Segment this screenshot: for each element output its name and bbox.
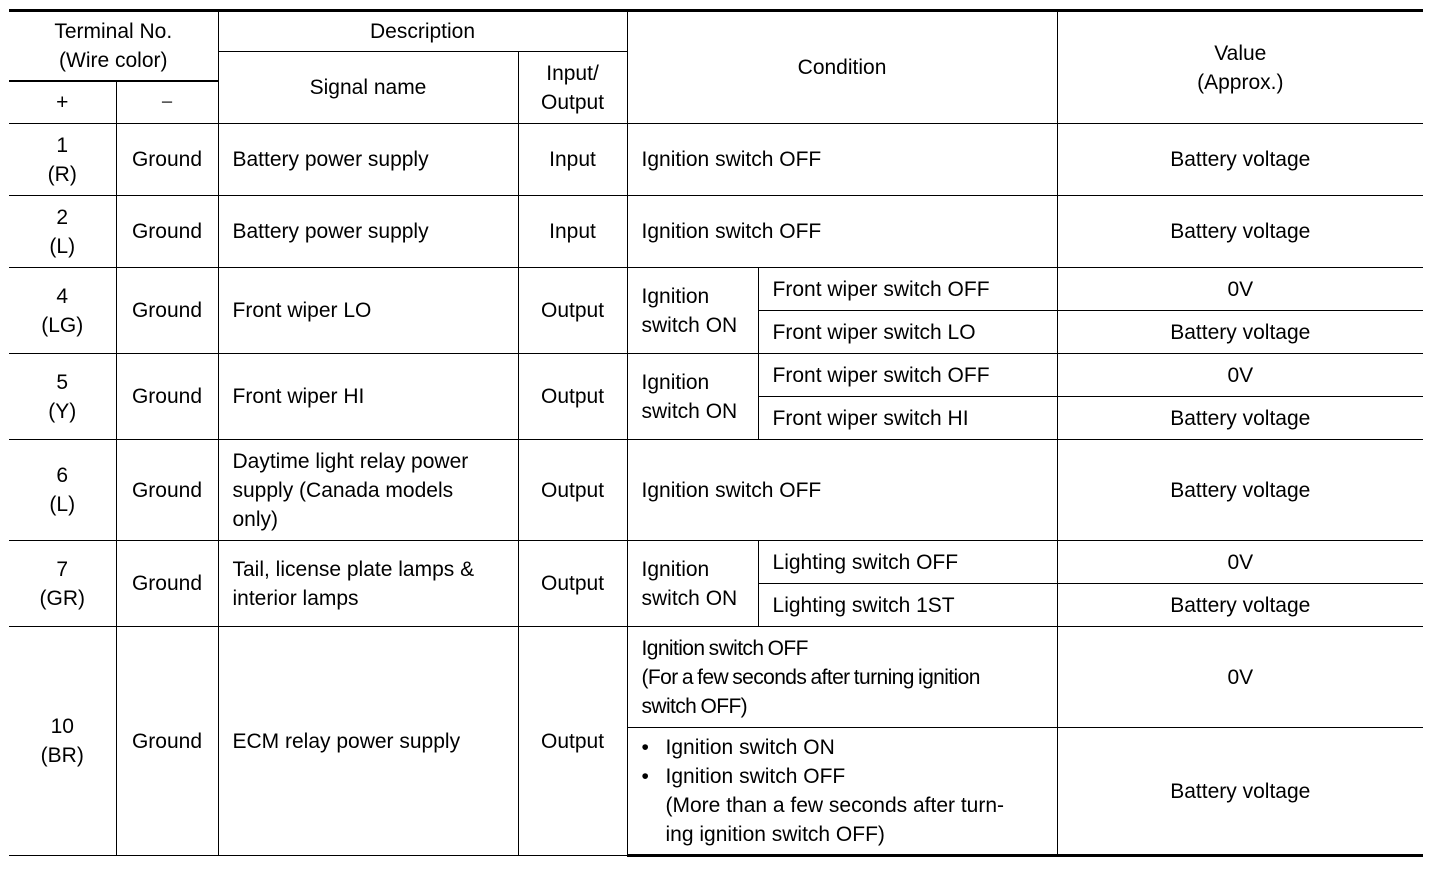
condition-main-line: switch ON	[641, 586, 738, 610]
io-cell: Output	[518, 627, 627, 856]
signal-name-cell: Front wiper HI	[218, 354, 518, 440]
condition-main-cell	[627, 354, 758, 440]
wire-color: (L)	[49, 234, 76, 258]
terminal-number: 6	[56, 464, 69, 487]
table-row	[9, 196, 1423, 268]
io-cell: Output	[518, 354, 627, 440]
wire-color: (BR)	[40, 744, 84, 767]
sub-condition-cell: Front wiper switch OFF	[758, 268, 1057, 311]
condition-cell: Ignition switch OFF	[627, 124, 1057, 196]
condition-line: (For a few seconds after turning ignition	[641, 665, 980, 689]
value-cell: 0V	[1057, 268, 1423, 311]
condition-main-cell	[627, 268, 758, 354]
signal-name-line: only)	[232, 507, 279, 531]
header-signal-name: Signal name	[218, 52, 518, 124]
ground-cell: Ground	[116, 196, 218, 268]
sub-condition-cell: Lighting switch OFF	[758, 541, 1057, 584]
terminal-number: 7	[56, 557, 69, 581]
header-minus	[116, 81, 218, 124]
sub-condition-cell: Front wiper switch HI	[758, 397, 1057, 440]
table-row	[9, 124, 1423, 196]
terminal-cell	[9, 124, 116, 196]
wire-color: (GR)	[39, 586, 85, 610]
header-minus-label: −	[160, 90, 174, 114]
table-row	[9, 541, 1423, 584]
condition-main-cell	[627, 541, 758, 627]
terminal-cell	[9, 268, 116, 354]
condition-bullet: • Ignition switch OFF	[642, 762, 1043, 791]
terminal-number: 4	[56, 284, 69, 308]
io-cell: Output	[518, 440, 627, 541]
condition-bullet: • Ignition switch ON	[642, 733, 1043, 762]
condition-cell: Ignition switch OFF	[627, 196, 1057, 268]
condition-continuation: ing ignition switch OFF)	[665, 823, 885, 846]
ground-cell: Ground	[116, 124, 218, 196]
ground-cell: Ground	[116, 541, 218, 627]
signal-name-cell: Front wiper LO	[218, 268, 518, 354]
signal-name-line: Daytime light relay power	[232, 449, 469, 473]
terminal-cell	[9, 354, 116, 440]
condition-cell	[627, 728, 1057, 856]
value-cell: 0V	[1057, 627, 1423, 728]
sub-condition-cell: Lighting switch 1ST	[758, 584, 1057, 627]
wire-color: (LG)	[41, 313, 84, 337]
ground-cell: Ground	[116, 440, 218, 541]
header-terminal-no-label: Terminal No.	[54, 19, 173, 43]
value-cell: Battery voltage	[1057, 440, 1423, 541]
value-cell: 0V	[1057, 541, 1423, 584]
value-cell: Battery voltage	[1057, 728, 1423, 856]
wire-color: (R)	[47, 162, 77, 186]
terminal-cell	[9, 627, 116, 856]
terminal-cell	[9, 440, 116, 541]
wire-color: (Y)	[48, 399, 77, 423]
ground-cell: Ground	[116, 354, 218, 440]
value-cell: Battery voltage	[1057, 584, 1423, 627]
header-wire-color-label: (Wire color)	[59, 48, 168, 72]
terminal-number: 10	[50, 715, 74, 738]
table-row	[9, 268, 1423, 311]
wire-color: (L)	[49, 493, 76, 516]
signal-name-cell	[218, 541, 518, 627]
condition-main-line: switch ON	[641, 313, 738, 337]
table-row	[9, 627, 1423, 728]
table-row	[9, 440, 1423, 541]
terminal-cell	[9, 541, 116, 627]
io-cell: Input	[518, 196, 627, 268]
io-cell: Output	[518, 541, 627, 627]
header-description: Description	[218, 11, 627, 52]
condition-main-line: switch ON	[641, 399, 738, 423]
header-value	[1057, 11, 1423, 124]
condition-line: switch OFF)	[641, 694, 748, 718]
terminal-number: 5	[56, 370, 69, 394]
value-cell: Battery voltage	[1057, 196, 1423, 268]
terminal-cell	[9, 196, 116, 268]
sub-condition-cell: Front wiper switch LO	[758, 311, 1057, 354]
value-cell: Battery voltage	[1057, 397, 1423, 440]
condition-main-line: Ignition	[641, 370, 710, 394]
ground-cell: Ground	[116, 268, 218, 354]
io-cell: Output	[518, 268, 627, 354]
value-cell: Battery voltage	[1057, 124, 1423, 196]
condition-cell: Ignition switch OFF	[627, 440, 1057, 541]
signal-name-line: Tail, license plate lamps &	[232, 557, 475, 581]
ground-cell: Ground	[116, 627, 218, 856]
header-approx-label: (Approx.)	[1197, 70, 1284, 94]
condition-main-line: Ignition	[641, 557, 710, 581]
signal-name-cell: Battery power supply	[218, 124, 518, 196]
header-plus: +	[9, 81, 116, 124]
header-terminal-no	[9, 11, 218, 81]
header-output-label: Output	[540, 90, 605, 114]
terminal-spec-table	[9, 9, 1423, 857]
header-value-label: Value	[1214, 41, 1267, 65]
signal-name-cell: ECM relay power supply	[218, 627, 518, 856]
table-row	[9, 354, 1423, 397]
condition-line: Ignition switch OFF	[641, 636, 808, 660]
header-input-label: Input/	[546, 61, 599, 85]
io-cell: Input	[518, 124, 627, 196]
condition-continuation: (More than a few seconds after turn-	[665, 794, 1005, 817]
condition-main-line: Ignition	[641, 284, 710, 308]
value-cell: 0V	[1057, 354, 1423, 397]
terminal-number: 2	[56, 205, 69, 229]
signal-name-cell: Battery power supply	[218, 196, 518, 268]
signal-name-cell	[218, 440, 518, 541]
header-input-output	[518, 52, 627, 124]
header-condition: Condition	[627, 11, 1057, 124]
sub-condition-cell: Front wiper switch OFF	[758, 354, 1057, 397]
signal-name-line: supply (Canada models	[232, 478, 454, 502]
terminal-number: 1	[56, 133, 69, 157]
value-cell: Battery voltage	[1057, 311, 1423, 354]
condition-cell	[627, 627, 1057, 728]
signal-name-line: interior lamps	[232, 586, 359, 610]
